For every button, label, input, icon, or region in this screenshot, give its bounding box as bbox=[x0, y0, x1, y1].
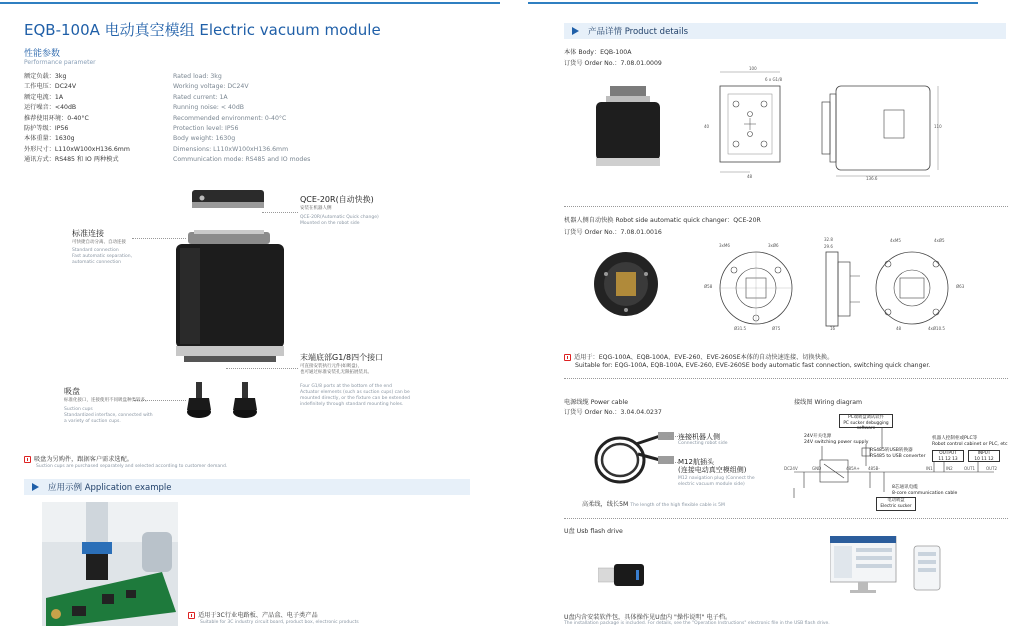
port-en-2: Actuator elements (such as suction cups) can be bbox=[300, 390, 410, 395]
output-label: OUTPUT bbox=[939, 451, 957, 456]
info-icon bbox=[188, 612, 195, 619]
power-cable-photo bbox=[590, 420, 678, 494]
rs485-label bbox=[870, 448, 926, 459]
app-note-en: Suitable for 3C industry circuit board, product box, electronic products bbox=[200, 620, 359, 625]
psu-cn: 24V开关电源 bbox=[804, 434, 832, 439]
psu-en: 24V switching power supply bbox=[804, 439, 869, 445]
plc-en: Robot control cabinet or PLC, etc bbox=[932, 441, 1008, 447]
dim-label: 4xM5 bbox=[890, 238, 901, 243]
spec-line: Rated current: 1A bbox=[173, 93, 228, 101]
dim-label: 29.6 bbox=[824, 244, 833, 249]
out1-label: OUT1 bbox=[964, 466, 976, 471]
qce-en-1: QCE-20R(Automatic Quick change) bbox=[300, 215, 379, 220]
spec-line: Running noise: < 40dB bbox=[173, 104, 245, 112]
suction-note-cn: 吸盘为另购件，跟据客户需求选配。 bbox=[34, 456, 133, 463]
dim-label: Ø63 bbox=[956, 284, 965, 289]
qc-note-cn: 适用于：EQG-100A、EQB-100A、EVE-260、EVE-260SE本体的自动快速连接、切换快换。 bbox=[574, 354, 834, 361]
info-icon bbox=[564, 354, 571, 361]
info-icon bbox=[24, 456, 31, 463]
port-title: 末端底部G1/8四个接口 bbox=[300, 353, 384, 362]
cable-c2-en bbox=[678, 476, 755, 488]
cup-en-1: Suction cups bbox=[64, 407, 93, 412]
plc-output-box bbox=[932, 450, 964, 462]
top-rule bbox=[528, 2, 978, 4]
wiring-title: 接线图 Wiring diagram bbox=[794, 399, 863, 406]
std-en-1: Standard connection bbox=[72, 248, 119, 253]
dim-label: 3xØ6 bbox=[768, 243, 779, 248]
dim-label: Ø75 bbox=[772, 326, 781, 331]
plc-cn: 机器人控制柜或PLC等 bbox=[932, 436, 978, 441]
body-top-drawing bbox=[714, 66, 786, 178]
spec-line: Recommended environment: 0-40°C bbox=[173, 114, 287, 122]
left-page bbox=[0, 0, 500, 632]
rs485-en: RS485 to USB converter bbox=[870, 453, 926, 459]
port-en-3: mounted directly, or the fixture can be extended bbox=[300, 396, 411, 401]
in1-label: IN1 bbox=[926, 466, 933, 471]
dim-label: Ø58 bbox=[704, 284, 713, 289]
cable-c1-cn: 连接机器人侧 bbox=[678, 433, 720, 441]
sucker-cn: 电动吸盘 bbox=[887, 498, 905, 503]
cable-order: 订货号 Order No.：3.04.04.0237 bbox=[564, 409, 662, 416]
dim-label: 3xM6 bbox=[719, 243, 730, 248]
std-en-3: automatic connection bbox=[72, 260, 121, 265]
port-en-1: Four G1/8 ports at the bottom of the end bbox=[300, 384, 393, 389]
app-note-cn: 适用于3C行业电路板、产品盒、电子类产品 bbox=[198, 612, 318, 619]
pc-software-cn: PC端吸盘调试软件 bbox=[848, 415, 884, 420]
plc-label bbox=[932, 436, 1007, 447]
specs-cn bbox=[24, 72, 130, 166]
dim-label: 6 x G1/8 bbox=[765, 77, 782, 82]
cable-bottom-cn: 高柔线，线长5M bbox=[582, 501, 629, 508]
port-en-4: indefinitely through standard mounting holes. bbox=[300, 402, 404, 407]
spec-line: 通讯方式：RS485 和 IO 两种模式 bbox=[24, 156, 119, 164]
product-exploded-image bbox=[170, 186, 300, 436]
qce-title: QCE-20R(自动快换) bbox=[300, 195, 374, 204]
qce-en bbox=[300, 215, 379, 227]
cable-bottom-en: The length of the high flexible cable is 5M bbox=[630, 503, 725, 508]
dim-label: 110 bbox=[934, 124, 942, 129]
dim-label: 48 bbox=[896, 326, 902, 331]
cable-c2-cn2: (连接电动真空模组侧) bbox=[678, 466, 747, 474]
dim-label: Ø31.5 bbox=[734, 326, 747, 331]
port-en bbox=[300, 384, 410, 408]
body-label: 本体 Body：EQB-100A bbox=[564, 49, 632, 56]
485a-label: 485A+ bbox=[846, 466, 860, 471]
spec-line: 额定电流：1A bbox=[24, 93, 64, 101]
qc-front-drawing bbox=[714, 246, 798, 332]
dim-label: 4xØ5 bbox=[934, 238, 945, 243]
spec-line: 推荐使用环境：0-40°C bbox=[24, 114, 89, 122]
perf-subtitle: Performance parameter bbox=[24, 59, 96, 66]
cable-c1-en: Connecting robot side bbox=[678, 441, 728, 446]
qc-label: 机器人侧自动快换 Robot side automatic quick changer：QCE-20R bbox=[564, 217, 761, 224]
comm-cable-label bbox=[892, 485, 957, 496]
output-nums: 11 12 13 bbox=[938, 456, 958, 462]
triangle-icon bbox=[572, 27, 579, 35]
std-cn: 可快捷自动分离、自动连接 bbox=[72, 240, 126, 245]
right-page bbox=[528, 0, 1028, 632]
dim-label: 4xØ10.5 bbox=[928, 326, 945, 331]
spec-line: 防护等级：IP56 bbox=[24, 125, 69, 133]
app-example-title: 应用示例 Application example bbox=[48, 483, 172, 493]
qc-note bbox=[564, 352, 833, 361]
std-en-2: Fast automatic separation, bbox=[72, 254, 133, 259]
spec-line: Body weight: 1630g bbox=[173, 135, 236, 143]
usb-label: U盘 Usb flash drive bbox=[564, 528, 623, 535]
spec-line: 工作电压：DC24V bbox=[24, 83, 77, 91]
cup-en-2: Standardized interface, connected with bbox=[64, 413, 153, 418]
body-order: 订货号 Order No.：7.08.01.0009 bbox=[564, 60, 662, 67]
port-cn-1: 可直接安装执行元件(如吸盘)， bbox=[300, 364, 363, 369]
perf-title: 性能参数 bbox=[24, 49, 61, 59]
spec-line: 额定负载：3kg bbox=[24, 73, 67, 80]
port-cn bbox=[300, 364, 372, 376]
plc-input-box bbox=[968, 450, 1000, 462]
dim-label: 48 bbox=[747, 174, 753, 179]
comm-cable-en: 8-core communication cable bbox=[892, 490, 958, 496]
top-rule bbox=[0, 2, 500, 4]
specs-en bbox=[173, 72, 310, 166]
spec-line: 外形尺寸：L110xW100xH136.6mm bbox=[24, 145, 130, 153]
spec-line: Rated load: 3kg bbox=[173, 73, 222, 80]
qc-side-drawing bbox=[820, 246, 866, 332]
dim-label: 100 bbox=[749, 66, 757, 71]
product-details-title: 产品详情 Product details bbox=[588, 27, 688, 37]
spec-line: 运行噪音：<40dB bbox=[24, 104, 77, 112]
cup-en bbox=[64, 407, 153, 425]
triangle-icon bbox=[32, 483, 39, 491]
cup-title: 吸盘 bbox=[64, 387, 80, 396]
out2-label: OUT2 bbox=[986, 466, 998, 471]
cup-cn: 标准化接口，连接使用不同吸盘种类较多。 bbox=[64, 398, 150, 403]
input-nums: 10 11 12 bbox=[974, 456, 994, 462]
qc-order: 订货号 Order No.：7.08.01.0016 bbox=[564, 229, 662, 236]
input-label: INPUT bbox=[977, 451, 991, 456]
485b-label: 485B- bbox=[868, 466, 880, 471]
app-example-bar bbox=[24, 479, 470, 495]
sucker-en: Electric sucker bbox=[880, 503, 912, 509]
gnd-label: GND bbox=[812, 466, 822, 471]
cable-c2-cn: M12航插头 bbox=[678, 458, 714, 466]
rs485-cn: RS485转USB转换器 bbox=[870, 448, 913, 453]
cable-bottom bbox=[582, 499, 725, 508]
dim-label: 136.6 bbox=[866, 176, 878, 181]
qc-note-en: Suitable for: EQG-100A, EQB-100A, EVE-260, EVE-260SE body automatic fast connection, switching quick changer. bbox=[575, 362, 931, 369]
product-details-bar bbox=[564, 23, 1006, 39]
comm-cable-cn: 8芯通讯电缆 bbox=[892, 485, 918, 490]
spec-line: Protection level: IP56 bbox=[173, 125, 239, 133]
psu-label bbox=[804, 434, 868, 445]
body-side-drawing bbox=[816, 76, 946, 180]
usb-note-en: The installation package is included. For details, see the "Operation Instructions" electronic file in the USB flash drive. bbox=[564, 621, 830, 626]
suction-note bbox=[24, 454, 133, 463]
dc24-label: DC24V bbox=[784, 466, 798, 471]
suction-note-en: Suction cups are purchased separately and selected according to customer demand. bbox=[36, 464, 228, 469]
usb-drive-photo bbox=[598, 560, 646, 590]
dim-label: 16 bbox=[830, 326, 836, 331]
application-photo bbox=[42, 502, 178, 626]
software-screens-image bbox=[830, 536, 946, 600]
app-note bbox=[188, 610, 318, 619]
qc-photo bbox=[592, 250, 660, 318]
pc-software-box bbox=[839, 414, 893, 431]
cup-en-3: a variety of suction cups. bbox=[64, 419, 121, 424]
std-title: 标准连接 bbox=[72, 229, 104, 238]
dim-label: 32.8 bbox=[824, 237, 833, 242]
spec-line: Communication mode: RS485 and IO modes bbox=[173, 156, 311, 164]
cable-c2-en-2: electric vacuum module side) bbox=[678, 482, 745, 487]
cable-label: 电源线缆 Power cable bbox=[564, 399, 629, 406]
cable-c2-en-1: M12 navigation plug (Connect the bbox=[678, 476, 755, 481]
spec-line: Dimensions: L110xW100xH136.6mm bbox=[173, 145, 289, 153]
dim-label: 40 bbox=[704, 124, 710, 129]
page-title: EQB-100A 电动真空模组 Electric vacuum module bbox=[24, 21, 381, 39]
usb-note-cn: U盘内含安装软件包，具体操作见U盘内 "操作说明" 电子档。 bbox=[564, 614, 732, 621]
qce-cn: 安装在机器人侧 bbox=[300, 206, 332, 211]
qc-back-drawing bbox=[870, 246, 954, 332]
body-photo bbox=[592, 86, 664, 170]
spec-line: Working voltage: DC24V bbox=[173, 83, 249, 91]
qce-en-2: Mounted on the robot side bbox=[300, 221, 360, 226]
pc-software-en: PC sucker debugging software bbox=[843, 420, 889, 431]
electric-sucker-box bbox=[876, 497, 916, 511]
port-cn-2: 也可通过标准安装孔无限拓展装具。 bbox=[300, 370, 372, 375]
std-en bbox=[72, 248, 132, 266]
spec-line: 本体重量：1630g bbox=[24, 135, 75, 143]
in2-label: IN2 bbox=[946, 466, 953, 471]
